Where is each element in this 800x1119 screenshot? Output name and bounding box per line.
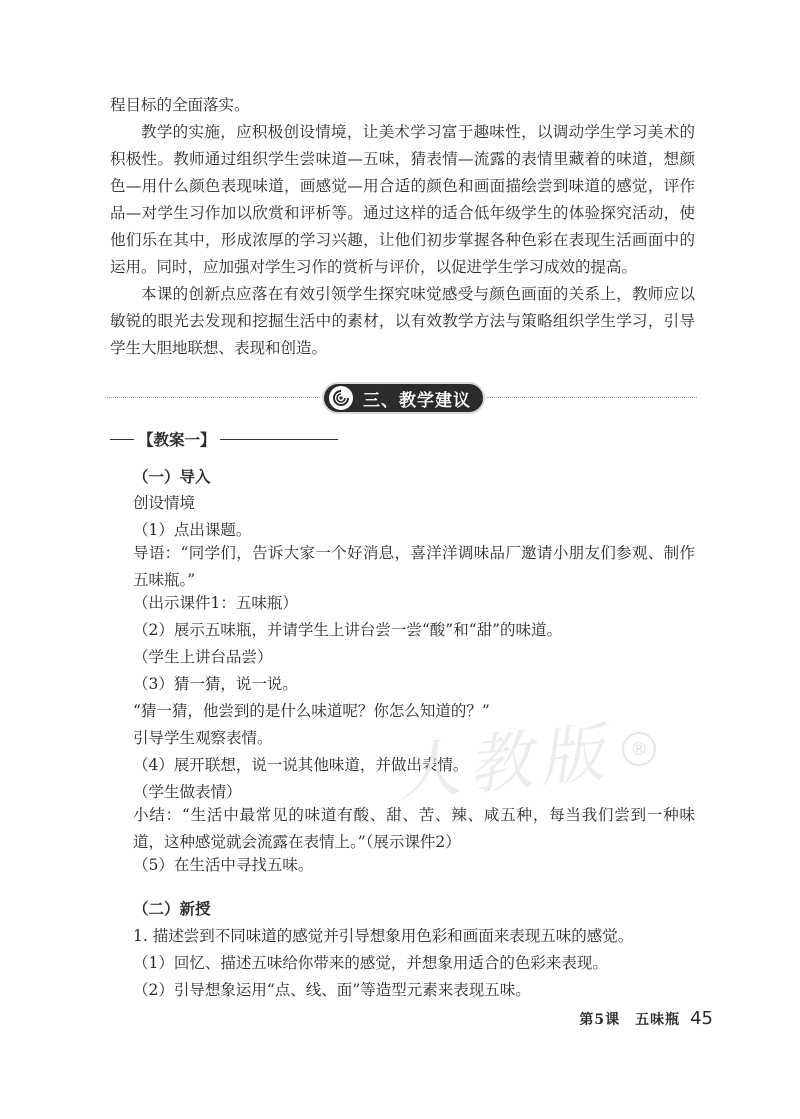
part1-heading: （一）导入 [133,468,211,486]
guide-speech: 导语：“同学们，告诉大家一个好消息，喜洋洋调味品厂邀请小朋友们参观、制作五味瓶。” [133,544,695,589]
step-1: （1）点出课题。 [133,521,252,539]
lesson-plan-header [110,428,340,450]
summary-paragraph: 小结：“生活中最常见的味道有酸、甜、苦、辣、咸五种，每当我们尝到一种味道，这种感觉就会流露在表情上。”（展示课件2） [133,806,695,851]
step-5: （5）在生活中寻找五味。 [133,856,314,874]
section-title-banner [322,382,485,414]
divider-dotted-line-left [107,397,320,398]
step-2: （2）展示五味瓶，并请学生上讲台尝一尝“酸”和“甜”的味道。 [133,621,563,639]
part1-subheading: 创设情境 [133,494,196,512]
step-4: （4）展开联想，说一说其他味道，并做出表情。 [133,756,469,774]
step-3: （3）猜一猜，说一说。 [133,675,298,693]
page-footer [579,1008,713,1029]
new-lesson-item-1: 1. 描述尝到不同味道的感觉并引导想象用色彩和画面来表现五味的感觉。 [133,927,634,945]
innovation-paragraph: 本课的创新点应落在有效引领学生探究味觉感受与颜色画面的关系上，教师应以敏锐的眼光去发现和挖掘生活中的素材，以有效教学方法与策略组织学生学习，引导学生大胆地联想、表现和创造。 [110,285,695,357]
section-divider [107,380,697,416]
new-lesson-step-2: （2）引导想象运用“点、线、面”等造型元素来表现五味。 [133,981,531,999]
guess-quote: “猜一猜，他尝到的是什么味道呢？你怎么知道的？” [133,702,490,720]
page-number: 45 [690,1008,713,1029]
observe-note: 引导学生观察表情。 [133,729,273,747]
divider-dotted-line-right [487,397,697,398]
courseware-1-note: （出示课件1：五味瓶） [133,594,298,612]
tasting-note: （学生上讲台品尝） [133,648,273,666]
lesson-plan-label: 【教案一】 [138,431,216,449]
header-rule-left [110,439,134,440]
header-rule-right [220,439,338,440]
intro-paragraph: 程目标的全面落实。 [110,96,250,114]
teaching-paragraph: 教学的实施，应积极创设情境，让美术学习富于趣味性，以调动学生学习美术的积极性。教师通过组织学生尝味道—五味，猜表情—流露的表情里藏着的味道，想颜色—用什么颜色表现味道，画感觉—用合适的颜色和画面描绘尝到味道的感觉，评作品—对学生习作加以欣赏和评析等。通过这样的适合低年级学生的体验探究活动，使他们乐在其中，形成浓厚的学习兴趣，让他们初步掌握各种色彩在表现生活画面中的运用。同时，应加强对学生习作的赏析与评价，以促进学生学习成效的提高。 [110,123,695,276]
footer-lesson-title: 第5课 五味瓶 [579,1012,681,1028]
registered-mark: ® [622,732,656,766]
section-swirl-icon [329,386,353,410]
part2-heading: （二）新授 [133,900,211,918]
section-title: 三、教学建议 [363,390,471,411]
faces-note: （学生做表情） [133,783,242,801]
publisher-watermark: 人教版 [392,715,615,813]
new-lesson-step-1: （1）回忆、描述五味给你带来的感觉，并想象用适合的色彩来表现。 [133,954,608,972]
